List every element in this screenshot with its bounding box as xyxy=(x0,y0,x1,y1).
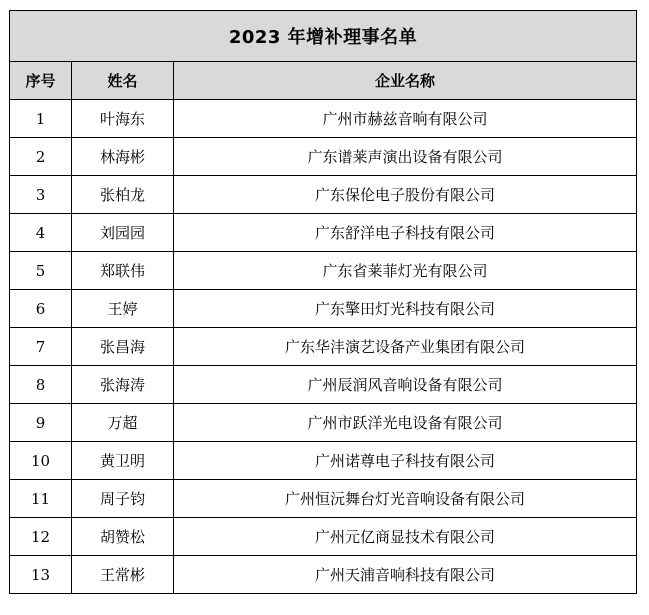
table-row xyxy=(10,214,637,252)
cell-company-name: 广东舒洋电子科技有限公司 xyxy=(174,214,637,252)
table-title: 2023 年增补理事名单 xyxy=(10,11,637,62)
cell-name: 周子钧 xyxy=(72,480,174,518)
table-row xyxy=(10,252,637,290)
table-row xyxy=(10,328,637,366)
cell-serial-number: 1 xyxy=(10,100,72,138)
cell-name: 张昌海 xyxy=(72,328,174,366)
table-row xyxy=(10,176,637,214)
cell-company-name: 广州辰润风音响设备有限公司 xyxy=(174,366,637,404)
table-row xyxy=(10,480,637,518)
header-company-name: 企业名称 xyxy=(174,62,637,100)
cell-company-name: 广州元亿商显技术有限公司 xyxy=(174,518,637,556)
cell-serial-number: 11 xyxy=(10,480,72,518)
cell-name: 叶海东 xyxy=(72,100,174,138)
cell-name: 黄卫明 xyxy=(72,442,174,480)
cell-serial-number: 4 xyxy=(10,214,72,252)
cell-company-name: 广州诺尊电子科技有限公司 xyxy=(174,442,637,480)
table-row xyxy=(10,100,637,138)
header-serial-number: 序号 xyxy=(10,62,72,100)
cell-serial-number: 12 xyxy=(10,518,72,556)
cell-serial-number: 3 xyxy=(10,176,72,214)
cell-company-name: 广州市跃洋光电设备有限公司 xyxy=(174,404,637,442)
cell-name: 胡赞松 xyxy=(72,518,174,556)
cell-serial-number: 13 xyxy=(10,556,72,594)
table-row xyxy=(10,518,637,556)
cell-name: 刘园园 xyxy=(72,214,174,252)
cell-name: 张柏龙 xyxy=(72,176,174,214)
cell-company-name: 广州恒沅舞台灯光音响设备有限公司 xyxy=(174,480,637,518)
cell-company-name: 广东擎田灯光科技有限公司 xyxy=(174,290,637,328)
cell-name: 王常彬 xyxy=(72,556,174,594)
table-row xyxy=(10,138,637,176)
cell-serial-number: 9 xyxy=(10,404,72,442)
cell-name: 王婷 xyxy=(72,290,174,328)
cell-serial-number: 2 xyxy=(10,138,72,176)
cell-serial-number: 7 xyxy=(10,328,72,366)
table-row xyxy=(10,404,637,442)
table-header-row xyxy=(10,62,637,100)
cell-company-name: 广东谱莱声演出设备有限公司 xyxy=(174,138,637,176)
cell-company-name: 广东保伦电子股份有限公司 xyxy=(174,176,637,214)
table-row xyxy=(10,442,637,480)
cell-serial-number: 6 xyxy=(10,290,72,328)
cell-company-name: 广东华沣演艺设备产业集团有限公司 xyxy=(174,328,637,366)
table-row xyxy=(10,366,637,404)
cell-serial-number: 8 xyxy=(10,366,72,404)
cell-company-name: 广州市赫兹音响有限公司 xyxy=(174,100,637,138)
cell-serial-number: 10 xyxy=(10,442,72,480)
table-title-row xyxy=(10,11,637,62)
cell-name: 万超 xyxy=(72,404,174,442)
header-name: 姓名 xyxy=(72,62,174,100)
table-row xyxy=(10,556,637,594)
cell-name: 林海彬 xyxy=(72,138,174,176)
directors-table xyxy=(9,10,637,594)
cell-company-name: 广东省莱菲灯光有限公司 xyxy=(174,252,637,290)
cell-serial-number: 5 xyxy=(10,252,72,290)
table-row xyxy=(10,290,637,328)
cell-company-name: 广州天浦音响科技有限公司 xyxy=(174,556,637,594)
cell-name: 张海涛 xyxy=(72,366,174,404)
cell-name: 郑联伟 xyxy=(72,252,174,290)
